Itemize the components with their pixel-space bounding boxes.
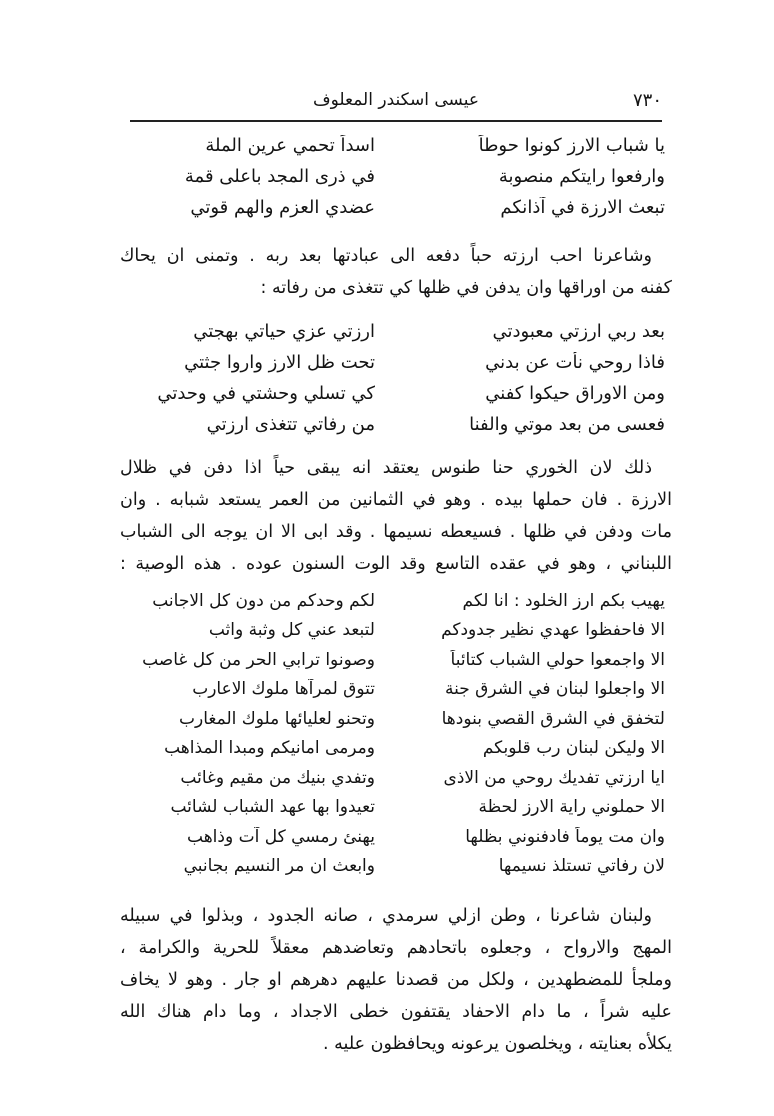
hemistich-left: وابعث ان مر النسيم بجانبي bbox=[183, 856, 375, 877]
verse bbox=[120, 675, 665, 705]
paragraph-line: يكلأه بعنايته ، ويخلصون يرعونه ويحافظون عليه . bbox=[323, 1034, 672, 1054]
paragraph-line: وشاعرنا احب ارزته حباً دفعه الى عبادتها بعد ربه . وتمنى ان يحاك bbox=[120, 246, 652, 266]
hemistich-right: الا وليكن لبنان رب قلوبكم bbox=[482, 738, 665, 759]
hemistich-left: ومرمى امانيكم ومبدا المذاهب bbox=[164, 738, 375, 759]
hemistich-left: وتفدي بنيك من مقيم وغائب bbox=[180, 767, 375, 788]
paragraph-line: كفنه من اوراقها وان يدفن في ظلها كي تتغذى من رفاته : bbox=[260, 278, 672, 298]
hemistich-left: تتوق لمرآها ملوك الاعارب bbox=[192, 679, 375, 700]
hemistich-right: لان رفاتي تستلذ نسيمها bbox=[498, 856, 665, 877]
verse bbox=[120, 734, 665, 764]
hemistich-left: تحت ظل الارز واروا جثتي bbox=[184, 352, 375, 373]
hemistich-right: الا حملوني راية الارز لحظة bbox=[478, 797, 665, 818]
verse bbox=[120, 409, 665, 440]
paragraph-line: اللبناني ، وهو في عقده التاسع وقد الوت السنون عوده . هذه الوصية : bbox=[120, 554, 672, 574]
hemistich-left: اسداً تحمي عرين الملة bbox=[205, 135, 375, 156]
hemistich-right: ايا ارزتي تفديك روحي من الاذى bbox=[443, 767, 665, 788]
hemistich-left: من رفاتي تتغذى ارزتي bbox=[206, 414, 375, 435]
verse bbox=[120, 586, 665, 616]
hemistich-right: يا شباب الارز كونوا حوطاً bbox=[478, 135, 665, 156]
verse bbox=[120, 645, 665, 675]
hemistich-left: عضدي العزم والهم قوتي bbox=[190, 197, 375, 218]
hemistich-right: ومن الاوراق حيكوا كفني bbox=[485, 383, 665, 404]
paragraph-line: وملجأ للمضطهدين ، ولكل من قصدنا عليهم دهرهم او جار . وهو لا يخاف bbox=[120, 970, 672, 990]
hemistich-right: الا فاحفظوا عهدي نظير جدودكم bbox=[441, 620, 665, 641]
hemistich-left: يهنئ رمسي كل آت وذاهب bbox=[187, 826, 375, 847]
hemistich-right: الا واجمعوا حولي الشباب كتائباً bbox=[450, 649, 665, 670]
verse bbox=[120, 822, 665, 852]
hemistich-right: فعسى من بعد موتي والفنا bbox=[469, 414, 665, 435]
hemistich-right: وارفعوا رايتكم منصوبة bbox=[498, 166, 665, 187]
hemistich-right: الا واجعلوا لبنان في الشرق جنة bbox=[444, 679, 665, 700]
poem-1 bbox=[120, 130, 665, 223]
hemistich-right: لتخفق في الشرق القصي بنودها bbox=[441, 708, 665, 729]
running-title: عيسى اسكندر المعلوف bbox=[313, 90, 479, 110]
paragraph-line: ذلك لان الخوري حنا طنوس يعتقد انه يبقى حياً اذا دفن في ظلال bbox=[120, 458, 652, 478]
hemistich-right: فاذا روحي نأت عن بدني bbox=[485, 352, 665, 373]
verse bbox=[120, 763, 665, 793]
hemistich-right: وان مت يوماً فادفنوني بظلها bbox=[465, 826, 665, 847]
verse bbox=[120, 161, 665, 192]
paragraph-line: عليه شراً ، ما دام الاحفاد يقتفون خطى الاجداد ، وما دام هناك الله bbox=[120, 1002, 672, 1022]
verse bbox=[120, 378, 665, 409]
hemistich-left: تعيدوا بها عهد الشباب لشائب bbox=[170, 797, 375, 818]
verse bbox=[120, 316, 665, 347]
verse bbox=[120, 852, 665, 882]
paragraph-line: مات ودفن في ظلها . فسيعطه نسيمها . وقد ابى الا ان يوجه الى الشباب bbox=[120, 522, 672, 542]
verse bbox=[120, 793, 665, 823]
verse bbox=[120, 704, 665, 734]
verse bbox=[120, 616, 665, 646]
poem-3 bbox=[120, 586, 665, 881]
hemistich-left: كي تسلي وحشتي في وحدتي bbox=[157, 383, 375, 404]
paragraph-line: الارزة . فان حملها بيده . وهو في الثمانين من العمر يستعد شبابه . وان bbox=[120, 490, 672, 510]
page-number: ٧٣٠ bbox=[632, 90, 662, 111]
hemistich-left: ارزتي عزي حياتي بهجتي bbox=[193, 321, 375, 342]
hemistich-left: لكم وحدكم من دون كل الاجانب bbox=[152, 590, 375, 611]
verse bbox=[120, 130, 665, 161]
header-rule bbox=[130, 120, 662, 122]
hemistich-left: لتبعد عني كل وثبة واثب bbox=[208, 620, 375, 641]
page-header bbox=[130, 86, 662, 122]
paragraph-line: المهج والارواح ، وجعلوه باتحادهم وتعاضدهم معقلاً للحرية والكرامة ، bbox=[120, 938, 672, 958]
paragraph-1 bbox=[120, 240, 672, 304]
verse bbox=[120, 347, 665, 378]
paragraph-3 bbox=[120, 900, 672, 1060]
poem-2 bbox=[120, 316, 665, 440]
hemistich-left: وصونوا ترابي الحر من كل غاصب bbox=[142, 649, 375, 670]
hemistich-left: في ذرى المجد باعلى قمة bbox=[184, 166, 375, 187]
paragraph-2 bbox=[120, 452, 672, 580]
paragraph-line: ولبنان شاعرنا ، وطن ازلي سرمدي ، صانه الجدود ، وبذلوا في سبيله bbox=[120, 906, 652, 926]
verse bbox=[120, 192, 665, 223]
hemistich-left: وتحنو لعليائها ملوك المغارب bbox=[179, 708, 375, 729]
hemistich-right: يهيب بكم ارز الخلود : انا لكم bbox=[462, 590, 665, 611]
hemistich-right: تبعث الارزة في آذانكم bbox=[500, 197, 665, 218]
hemistich-right: بعد ربي ارزتي معبودتي bbox=[492, 321, 665, 342]
